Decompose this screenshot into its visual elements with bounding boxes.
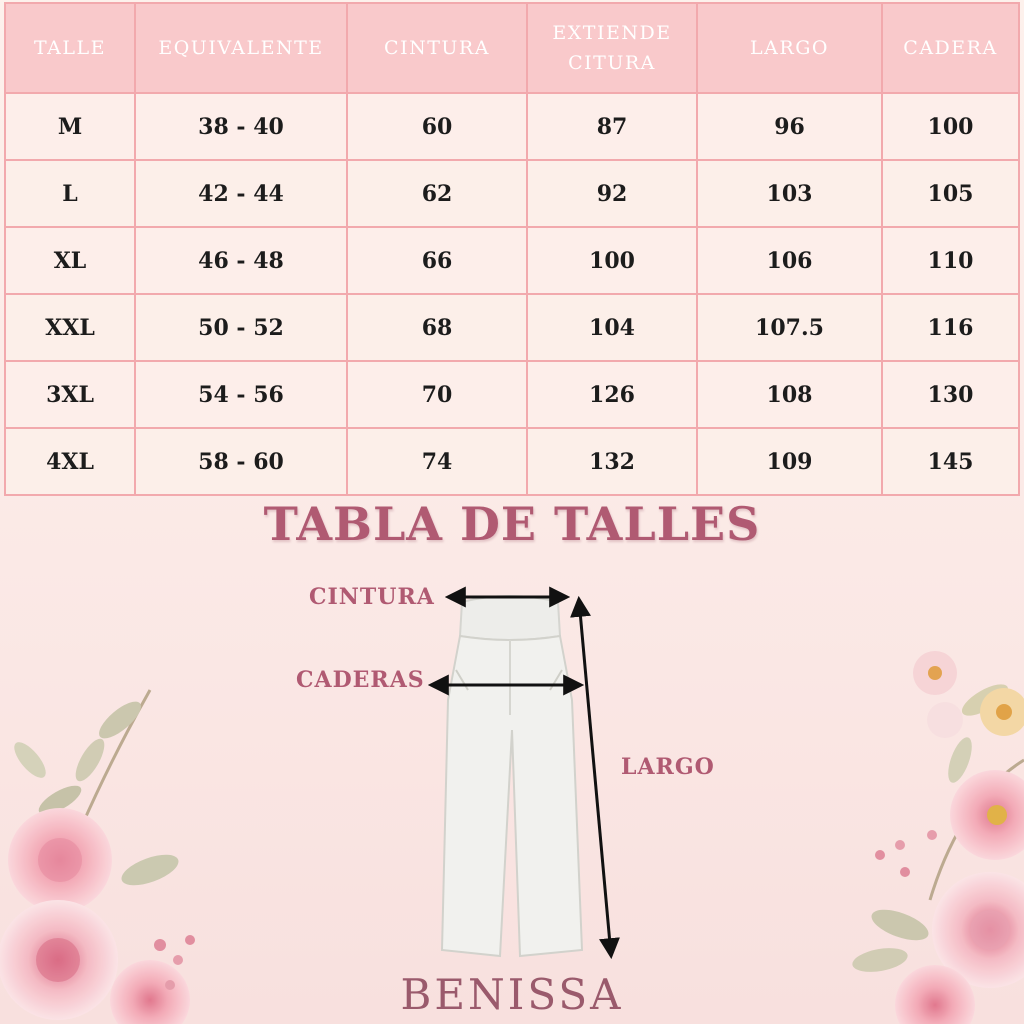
cell-cadera: 110 bbox=[882, 227, 1019, 294]
cell-talle: XL bbox=[5, 227, 135, 294]
header-equivalente: EQUIVALENTE bbox=[135, 3, 347, 93]
cell-cintura: 70 bbox=[347, 361, 527, 428]
header-talle: TALLE bbox=[5, 3, 135, 93]
cell-cadera: 100 bbox=[882, 93, 1019, 160]
cell-largo: 106 bbox=[697, 227, 882, 294]
cell-extiende-cintura: 100 bbox=[527, 227, 697, 294]
largo-arrow-icon bbox=[579, 600, 611, 955]
cell-equivalente: 54 - 56 bbox=[135, 361, 347, 428]
cell-largo: 109 bbox=[697, 428, 882, 495]
cell-equivalente: 58 - 60 bbox=[135, 428, 347, 495]
cintura-label: CINTURA bbox=[309, 584, 435, 610]
cell-extiende-cintura: 126 bbox=[527, 361, 697, 428]
header-cadera: CADERA bbox=[882, 3, 1019, 93]
cell-talle: M bbox=[5, 93, 135, 160]
largo-label: LARGO bbox=[621, 754, 715, 780]
cell-extiende-cintura: 132 bbox=[527, 428, 697, 495]
cell-talle: 4XL bbox=[5, 428, 135, 495]
cell-talle: L bbox=[5, 160, 135, 227]
cell-largo: 108 bbox=[697, 361, 882, 428]
cell-equivalente: 42 - 44 bbox=[135, 160, 347, 227]
cell-extiende-cintura: 87 bbox=[527, 93, 697, 160]
cell-cintura: 68 bbox=[347, 294, 527, 361]
cell-extiende-cintura: 92 bbox=[527, 160, 697, 227]
cell-cintura: 66 bbox=[347, 227, 527, 294]
cell-cadera: 130 bbox=[882, 361, 1019, 428]
header-extiende-cintura: EXTIENDE CITURA bbox=[527, 3, 697, 93]
cell-extiende-cintura: 104 bbox=[527, 294, 697, 361]
cell-cintura: 62 bbox=[347, 160, 527, 227]
cell-largo: 107.5 bbox=[697, 294, 882, 361]
header-largo: LARGO bbox=[697, 3, 882, 93]
page-title: TABLA DE TALLES bbox=[263, 497, 761, 551]
cell-talle: XXL bbox=[5, 294, 135, 361]
cell-equivalente: 46 - 48 bbox=[135, 227, 347, 294]
header-cintura: CINTURA bbox=[347, 3, 527, 93]
cell-talle: 3XL bbox=[5, 361, 135, 428]
cell-cadera: 105 bbox=[882, 160, 1019, 227]
caderas-label: CADERAS bbox=[296, 667, 425, 693]
brand-logo: BENISSA bbox=[400, 970, 624, 1019]
pants-illustration bbox=[442, 596, 582, 956]
cell-cadera: 116 bbox=[882, 294, 1019, 361]
cell-equivalente: 38 - 40 bbox=[135, 93, 347, 160]
cell-largo: 96 bbox=[697, 93, 882, 160]
cell-cintura: 74 bbox=[347, 428, 527, 495]
flower-decoration-right bbox=[851, 651, 1024, 1024]
cell-equivalente: 50 - 52 bbox=[135, 294, 347, 361]
cell-cadera: 145 bbox=[882, 428, 1019, 495]
cell-cintura: 60 bbox=[347, 93, 527, 160]
cell-largo: 103 bbox=[697, 160, 882, 227]
